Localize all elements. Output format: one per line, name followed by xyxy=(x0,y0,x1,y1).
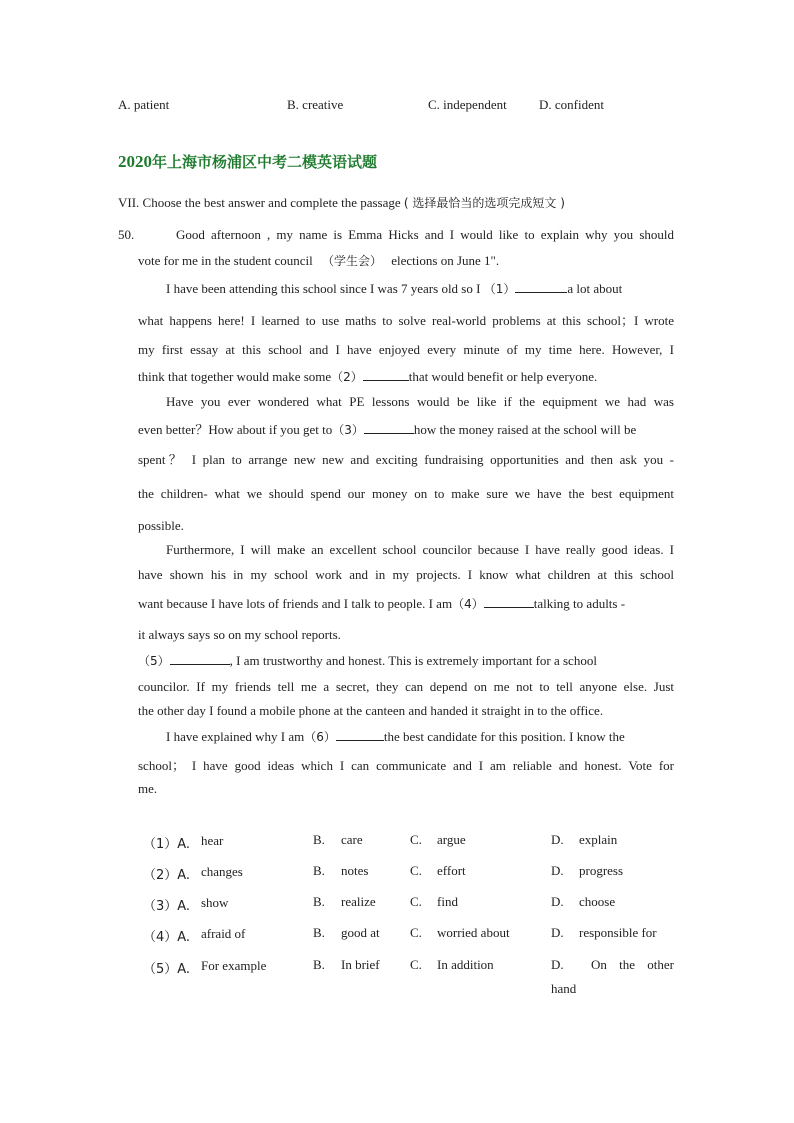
p1-line-2a: vote for me in the student council xyxy=(138,253,313,268)
p3-line-2a: even better？How about if you get to xyxy=(138,422,333,437)
option-5-d-continued: hand xyxy=(551,981,577,996)
option-4-b-label: B. xyxy=(313,925,325,940)
option-row-3-number: （3）A. xyxy=(143,899,191,914)
option-5-d-label: D. xyxy=(551,957,564,972)
option-1-c-label: C. xyxy=(410,832,422,847)
option-2-c[interactable]: effort xyxy=(437,863,466,878)
option-3-b[interactable]: realize xyxy=(341,894,376,909)
p2-line-4 xyxy=(138,368,674,385)
p4-line-3a: want because I have lots of friends and I talk to people. I am xyxy=(138,596,453,611)
p2-line-3: my first essay at this school and I have enjoyed every minute of my time here. However, I xyxy=(138,342,674,357)
p4-line-1: Furthermore, I will make an excellent school councilor because I have really good ideas. I xyxy=(166,542,674,557)
p6-line-2: school； I have good ideas which I can communicate and I am reliable and honest. Vote for xyxy=(138,758,674,773)
option-1-b[interactable]: care xyxy=(341,832,363,847)
blank-1-number: （1） xyxy=(483,282,516,296)
p5-line-2: councilor. If my friends tell me a secret, they can depend on me not to tell anyone else. Just xyxy=(138,679,674,694)
option-4-a[interactable]: afraid of xyxy=(201,926,246,941)
blank-6-number: （6） xyxy=(304,730,336,744)
option-5-b[interactable]: In brief xyxy=(341,957,380,972)
p6-line-3: me. xyxy=(138,781,158,796)
p1-line-2b: elections on June 1". xyxy=(391,253,500,268)
p6-line-1 xyxy=(166,728,674,745)
q70-option-a: A. patient xyxy=(118,97,170,112)
option-4-c-label: C. xyxy=(410,925,422,940)
option-row-2-number: （2）A. xyxy=(143,868,191,883)
p2-line-2: what happens here! I learned to use maths to solve real-world problems at this school；I wrote xyxy=(138,313,674,328)
student-council-cn: （学生会） xyxy=(321,254,382,268)
blank-5-number: （5） xyxy=(138,654,170,668)
option-3-c[interactable]: find xyxy=(437,894,458,909)
option-2-d-label: D. xyxy=(551,863,564,878)
p3-line-5: possible. xyxy=(138,518,184,533)
option-5-b-label: B. xyxy=(313,957,325,972)
title-text: 年上海市杨浦区中考二模英语试题 xyxy=(152,153,378,171)
p4-line-2: have shown his in my school work and in my projects. I know what children at this school xyxy=(138,567,674,582)
p4-line-3 xyxy=(138,595,674,612)
p3-line-1: Have you ever wondered what PE lessons would be like if the equipment we had was xyxy=(166,394,674,409)
p2-line-1b: a lot about xyxy=(567,281,623,296)
option-4-d-label: D. xyxy=(551,925,564,940)
option-row-4-number: （4）A. xyxy=(143,930,191,945)
option-2-b-label: B. xyxy=(313,863,325,878)
option-3-d-label: D. xyxy=(551,894,564,909)
option-4-c[interactable]: worried about xyxy=(437,925,510,940)
blank-6[interactable] xyxy=(336,729,384,741)
instruction-en: VII. Choose the best answer and complete the passage xyxy=(118,195,401,210)
p1-line-2 xyxy=(138,252,674,269)
p3-line-2 xyxy=(138,419,674,438)
blank-2[interactable] xyxy=(363,369,409,381)
p1-line-1: Good afternoon , my name is Emma Hicks and I would like to explain why you should xyxy=(176,227,674,242)
option-3-d[interactable]: choose xyxy=(579,894,616,909)
blank-5[interactable] xyxy=(170,653,230,665)
option-2-b[interactable]: notes xyxy=(341,863,369,878)
passage-number: 50. xyxy=(118,227,135,242)
option-1-b-label: B. xyxy=(313,832,325,847)
blank-4-number: （4） xyxy=(452,597,484,611)
blank-2-number: （2） xyxy=(331,370,363,384)
option-5-c[interactable]: In addition xyxy=(437,957,494,972)
p5-line-1 xyxy=(138,652,674,669)
q70-option-d: D. confident xyxy=(539,97,604,112)
q70-option-b: B. creative xyxy=(287,97,344,112)
option-1-a[interactable]: hear xyxy=(201,833,224,848)
blank-1[interactable] xyxy=(515,281,567,293)
p4-line-4: it always says so on my school reports. xyxy=(138,627,341,642)
q70-option-c: C. independent xyxy=(428,97,507,112)
option-5-a[interactable]: For example xyxy=(201,958,267,973)
option-4-d[interactable]: responsible for xyxy=(579,925,657,940)
p3-line-4: the children- what we should spend our money on to make sure we have the best equipment xyxy=(138,486,674,501)
option-1-c[interactable]: argue xyxy=(437,832,466,847)
instruction-cn: ( 选择最恰当的选项完成短文 ) xyxy=(403,196,565,210)
p5-line-1b: , I am trustworthy and honest. This is extremely important for a school xyxy=(229,653,597,668)
p3-line-2b: how the money raised at the school will be xyxy=(413,422,637,437)
option-2-a[interactable]: changes xyxy=(201,864,243,879)
option-4-b[interactable]: good at xyxy=(341,925,380,940)
option-3-c-label: C. xyxy=(410,894,422,909)
option-3-a[interactable]: show xyxy=(201,895,229,910)
option-1-d-label: D. xyxy=(551,832,564,847)
p2-line-4b: that would benefit or help everyone. xyxy=(408,369,598,384)
p6-line-1b: the best candidate for this position. I know the xyxy=(383,729,625,744)
option-5-c-label: C. xyxy=(410,957,422,972)
option-1-d[interactable]: explain xyxy=(579,832,618,847)
p2-line-4a: think that together would make some xyxy=(138,369,332,384)
title-year: 2020 xyxy=(118,152,152,171)
blank-3-number: （3） xyxy=(332,423,364,437)
instruction xyxy=(118,194,565,211)
p3-line-3: spent？ I plan to arrange new new and exciting fundraising opportunities and then ask you - xyxy=(138,452,674,467)
option-2-c-label: C. xyxy=(410,863,422,878)
option-2-d[interactable]: progress xyxy=(579,863,624,878)
p5-line-3: the other day I found a mobile phone at the canteen and handed it straight in to the office. xyxy=(138,703,604,718)
page-title xyxy=(118,151,377,172)
p4-line-3b: talking to adults - xyxy=(533,596,626,611)
option-3-b-label: B. xyxy=(313,894,325,909)
p6-line-1a: I have explained why I am xyxy=(166,729,305,744)
option-row-1-number: （1）A. xyxy=(143,837,191,852)
option-5-d[interactable]: On the other xyxy=(591,957,674,972)
option-row-5-number: （5）A. xyxy=(143,962,191,977)
blank-4[interactable] xyxy=(484,596,534,608)
p2-line-1 xyxy=(166,280,674,297)
p2-line-1a: I have been attending this school since I was 7 years old so I xyxy=(166,281,481,296)
blank-3[interactable] xyxy=(364,422,414,434)
